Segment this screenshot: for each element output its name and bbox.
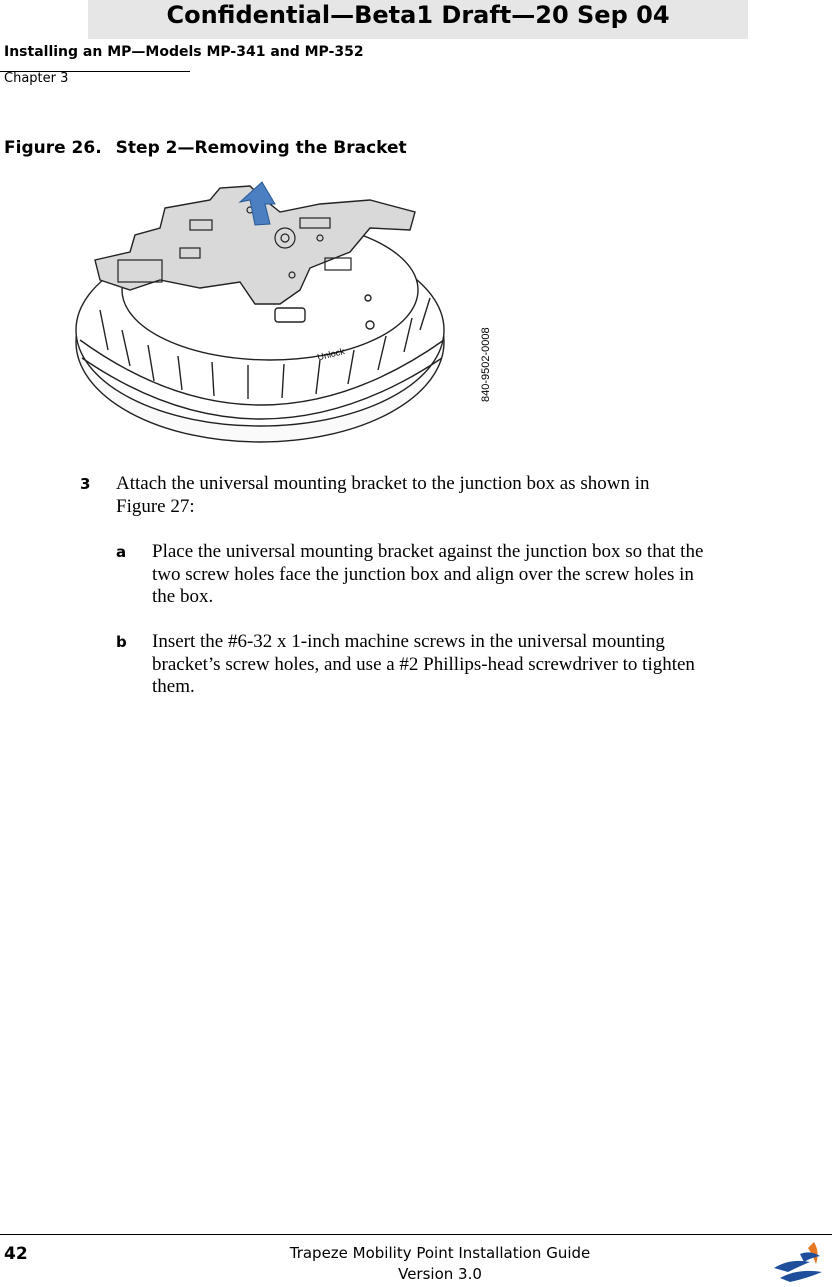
substep-text-line: bracket’s screw holes, and use a #2 Phillips-head screwdriver to tighten bbox=[152, 653, 695, 675]
substep-text-line: the box. bbox=[152, 586, 214, 607]
unlock-label: Unlock bbox=[316, 346, 346, 363]
figure-caption bbox=[4, 138, 407, 158]
header-chapter: Chapter 3 bbox=[4, 71, 69, 86]
page-number: 42 bbox=[4, 1244, 28, 1264]
step-text-line: Attach the universal mounting bracket to the junction box as shown in bbox=[116, 473, 650, 494]
substep-text-line: Place the universal mounting bracket against the junction box so that the bbox=[152, 541, 704, 562]
substep-text-line: Insert the #6-32 x 1-inch machine screws in the universal mounting bbox=[152, 631, 665, 652]
confidential-banner: Confidential—Beta1 Draft—20 Sep 04 bbox=[88, 0, 748, 39]
substep-letter: a bbox=[116, 543, 127, 561]
guide-title: Trapeze Mobility Point Installation Guide bbox=[289, 1244, 591, 1262]
header-title: Installing an MP—Models MP-341 and MP-352 bbox=[4, 44, 364, 60]
figure-id-label: 840-9502-0008 bbox=[480, 327, 492, 402]
substep-text-line: them. bbox=[152, 676, 195, 697]
substep-text bbox=[152, 631, 695, 699]
step-text bbox=[116, 473, 649, 518]
substep-text bbox=[152, 541, 703, 609]
step-number: 3 bbox=[80, 475, 91, 493]
step-text-line: Figure 27: bbox=[116, 495, 195, 517]
figure-title: Step 2—Removing the Bracket bbox=[115, 138, 407, 158]
figure-number: Figure 26. bbox=[4, 138, 102, 158]
footer-rule bbox=[0, 1234, 832, 1235]
trapeze-logo-icon bbox=[770, 1238, 828, 1284]
substep-text-line: two screw holes face the junction box and align over the screw holes in bbox=[152, 563, 694, 585]
substep-letter: b bbox=[116, 633, 127, 651]
version-text: Version 3.0 bbox=[398, 1265, 482, 1283]
bracket-removal-illustration bbox=[70, 180, 500, 450]
